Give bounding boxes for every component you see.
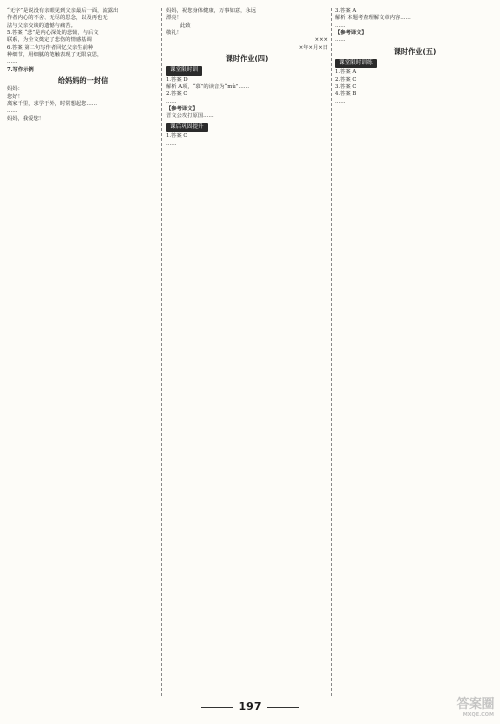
writing-example-label: 7.写作示例 <box>7 66 34 73</box>
page-number-rule-right <box>267 707 299 708</box>
section-badge-in-class: 课堂限时训练 <box>335 59 377 68</box>
page-number-rule-left <box>201 707 233 708</box>
homework-title-5: 课时作业(五) <box>393 46 437 56</box>
section-badge-after-class: 课后巩固提升 <box>166 123 208 132</box>
letter-greeting: 妈妈： <box>7 86 23 93</box>
column-divider <box>161 8 162 696</box>
col1-top-lines: “无字”是说没有亲眼见到父亲最后一面，流露出 作者内心的不舍、无尽的思念，以及再也无 法与父亲交谈的遗憾与痛苦。 5.答案 “悲”是内心深处的悲恸，与后文 联系，为全文奠定了悲伤的情感基调 6.答案 第二句写作者回忆父亲生前种 种细节，用细腻的笔触表现了无限哀思， …… <box>7 8 119 66</box>
right-column: 3.答案 A 解析 本题考查理解文章内容…… …… 【参考译文】 …… 课时作业(五) 课堂限时训练 1.答案 A 2.答案 C 3.答案 C 4.答案 B …… <box>335 8 495 106</box>
reference-translation-title: 【参考译文】 <box>166 106 198 113</box>
section-badge-in-class: 课堂限时训 <box>166 66 202 75</box>
left-column: “无字”是说没有亲眼见到父亲最后一面，流露出 作者内心的不舍、无尽的思念，以及再也无 法与父亲交谈的遗憾与痛苦。 5.答案 “悲”是内心深处的悲恸，与后文 联系，为全文奠定了悲伤的情感基调 6.答案 第二句写作者回忆父亲生前种 种细节，用细腻的笔触表现了无限哀思， …… 7.写作示例 给妈妈的一封信 妈妈： 您好！ 离家千里，求学于外，时常想起您…… …… 妈妈，我爱您！ <box>7 8 159 123</box>
column-divider <box>331 8 332 696</box>
reference-translation-title: 【参考译文】 <box>335 30 367 37</box>
homework-title-4: 课时作业(四) <box>225 54 269 64</box>
watermark-logo: 答案圈 MXQE.COM <box>456 697 494 718</box>
letter-title: 给妈妈的一封信 <box>57 76 109 86</box>
page-number: 197 <box>0 700 500 713</box>
middle-column: 妈妈，祝您身体健康，万事如意，永远 漂亮！ 此致 敬礼！ ××× ×年×月×日 课时作业(四) 课堂限时训 1.答案 D 解析 A项，“慕”的读音为“mù”…… 2.答案 C …… 【参考译文】 晋文公攻打原国…… 课后巩固提升 1.答案 C …… <box>166 8 328 147</box>
letter-closing: 妈妈，我爱您！ <box>7 115 45 122</box>
